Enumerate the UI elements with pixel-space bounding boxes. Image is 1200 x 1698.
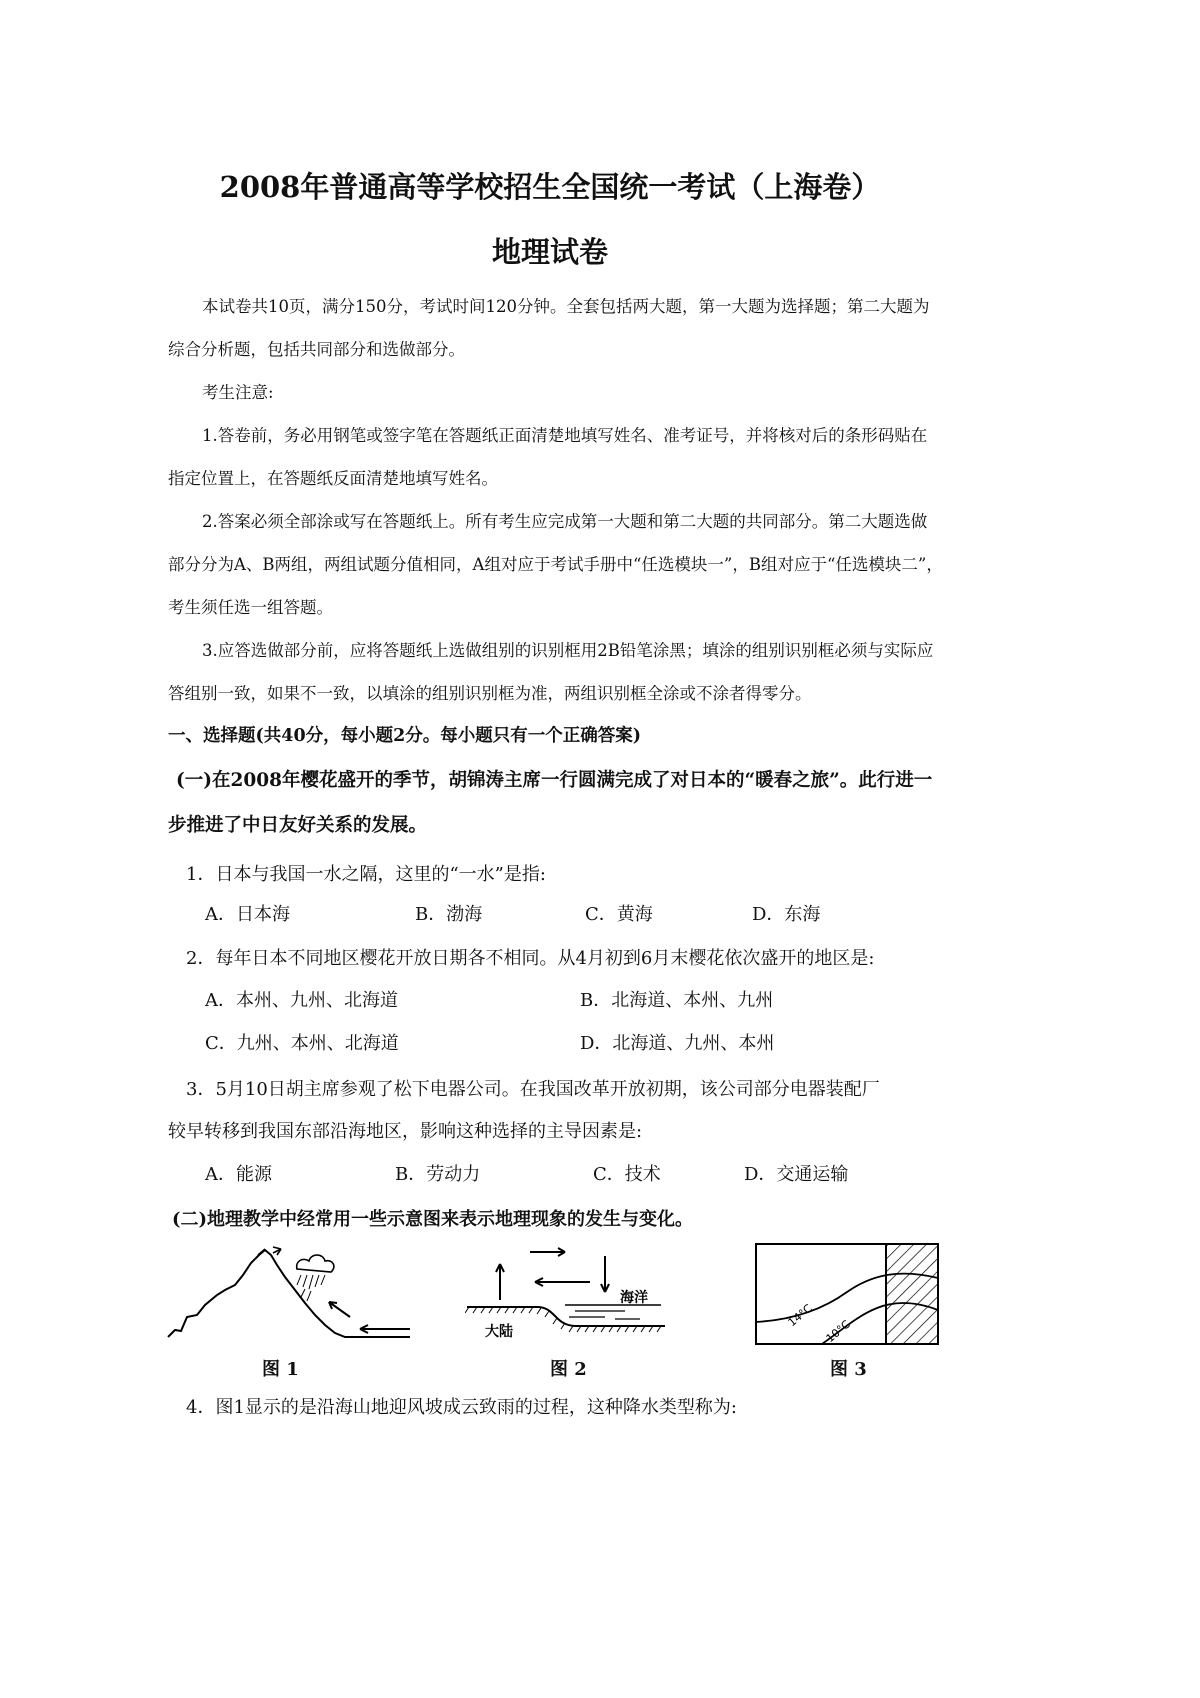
section-1-heading: 一、选择题(共40分，每小题2分。每小题只有一个正确答案) xyxy=(168,726,642,746)
q2-option-b: B．北海道、本州、九州 xyxy=(580,990,774,1011)
q1-option-a: A．日本海 xyxy=(205,904,290,925)
exam-subtitle: 地理试卷 xyxy=(491,235,608,269)
group-1-lead: (一)在2008年樱花盛开的季节，胡锦涛主席一行圆满完成了对日本的“暖春之旅”。此行进一步推进了中日友好关系的发展。 xyxy=(168,770,933,836)
notice-2: 2.答案必须全部涂或写在答题纸上。所有考生应完成第一大题和第二大题的共同部分。第二大题选做部分分为A、B两组，两组试题分值相同，A组对应于考试手册中“任选模块一”，B组对应于“任选模块二”，考生须任选一组答题。 xyxy=(168,512,943,617)
q1-option-b: B．渤海 xyxy=(415,904,483,925)
figure-2-land-label: 大陆 xyxy=(485,1324,513,1340)
intro-paragraph: 本试卷共10页，满分150分，考试时间120分钟。全套包括两大题，第一大题为选择题；第二大题为综合分析题，包括共同部分和选做部分。 xyxy=(168,297,930,359)
q1-option-d: D．东海 xyxy=(752,904,821,925)
figure-2-land-sea-circulation xyxy=(465,1240,675,1345)
notice-1: 1.答卷前，务必用钢笔或签字笔在答题纸正面清楚地填写姓名、准考证号，并将核对后的条形码贴在指定位置上，在答题纸反面清楚地填写姓名。 xyxy=(168,426,928,488)
figure-2-caption: 图 2 xyxy=(550,1359,587,1380)
figure-3-isotherm-a-label: 14°C xyxy=(785,1301,815,1330)
q3-option-a: A．能源 xyxy=(205,1164,272,1185)
question-3-stem-line2: 较早转移到我国东部沿海地区，影响这种选择的主导因素是: xyxy=(168,1121,643,1142)
figure-1-caption: 图 1 xyxy=(262,1359,299,1380)
q2-option-a: A．本州、九州、北海道 xyxy=(205,990,398,1011)
group-2-lead: (二)地理教学中经常用一些示意图来表示地理现象的发生与变化。 xyxy=(172,1209,694,1230)
notice-heading: 考生注意: xyxy=(202,383,274,402)
question-1-stem: 1．日本与我国一水之隔，这里的“一水”是指: xyxy=(186,864,546,885)
figure-3-caption: 图 3 xyxy=(830,1359,867,1380)
figure-3-isotherm-b-label: 10°C xyxy=(823,1317,853,1346)
q2-option-c: C．九州、本州、北海道 xyxy=(205,1033,399,1054)
q2-option-d: D．北海道、九州、本州 xyxy=(580,1033,775,1054)
exam-title: 2008年普通高等学校招生全国统一考试（上海卷） xyxy=(219,170,881,204)
q3-option-c: C．技术 xyxy=(593,1164,661,1185)
q1-option-c: C．黄海 xyxy=(585,904,653,925)
q3-option-b: B．劳动力 xyxy=(395,1164,481,1185)
figure-3-isotherm-diagram xyxy=(752,1240,944,1350)
notice-3: 3.应答选做部分前，应将答题纸上选做组别的识别框用2B铅笔涂黑；填涂的组别识别框必须与实际应答组别一致，如果不一致，以填涂的组别识别框为准，两组识别框全涂或不涂者得零分。 xyxy=(168,641,934,703)
question-4-stem: 4．图1显示的是沿海山地迎风坡成云致雨的过程，这种降水类型称为: xyxy=(186,1397,737,1418)
q3-option-d: D．交通运输 xyxy=(744,1164,849,1185)
question-2-stem: 2．每年日本不同地区樱花开放日期各不相同。从4月初到6月末樱花依次盛开的地区是: xyxy=(186,948,875,969)
question-3-stem-line1: 3．5月10日胡主席参观了松下电器公司。在我国改革开放初期，该公司部分电器装配厂 xyxy=(186,1079,880,1100)
figure-2-ocean-label: 海洋 xyxy=(620,1290,648,1306)
figure-1-mountain-rain xyxy=(165,1245,415,1345)
